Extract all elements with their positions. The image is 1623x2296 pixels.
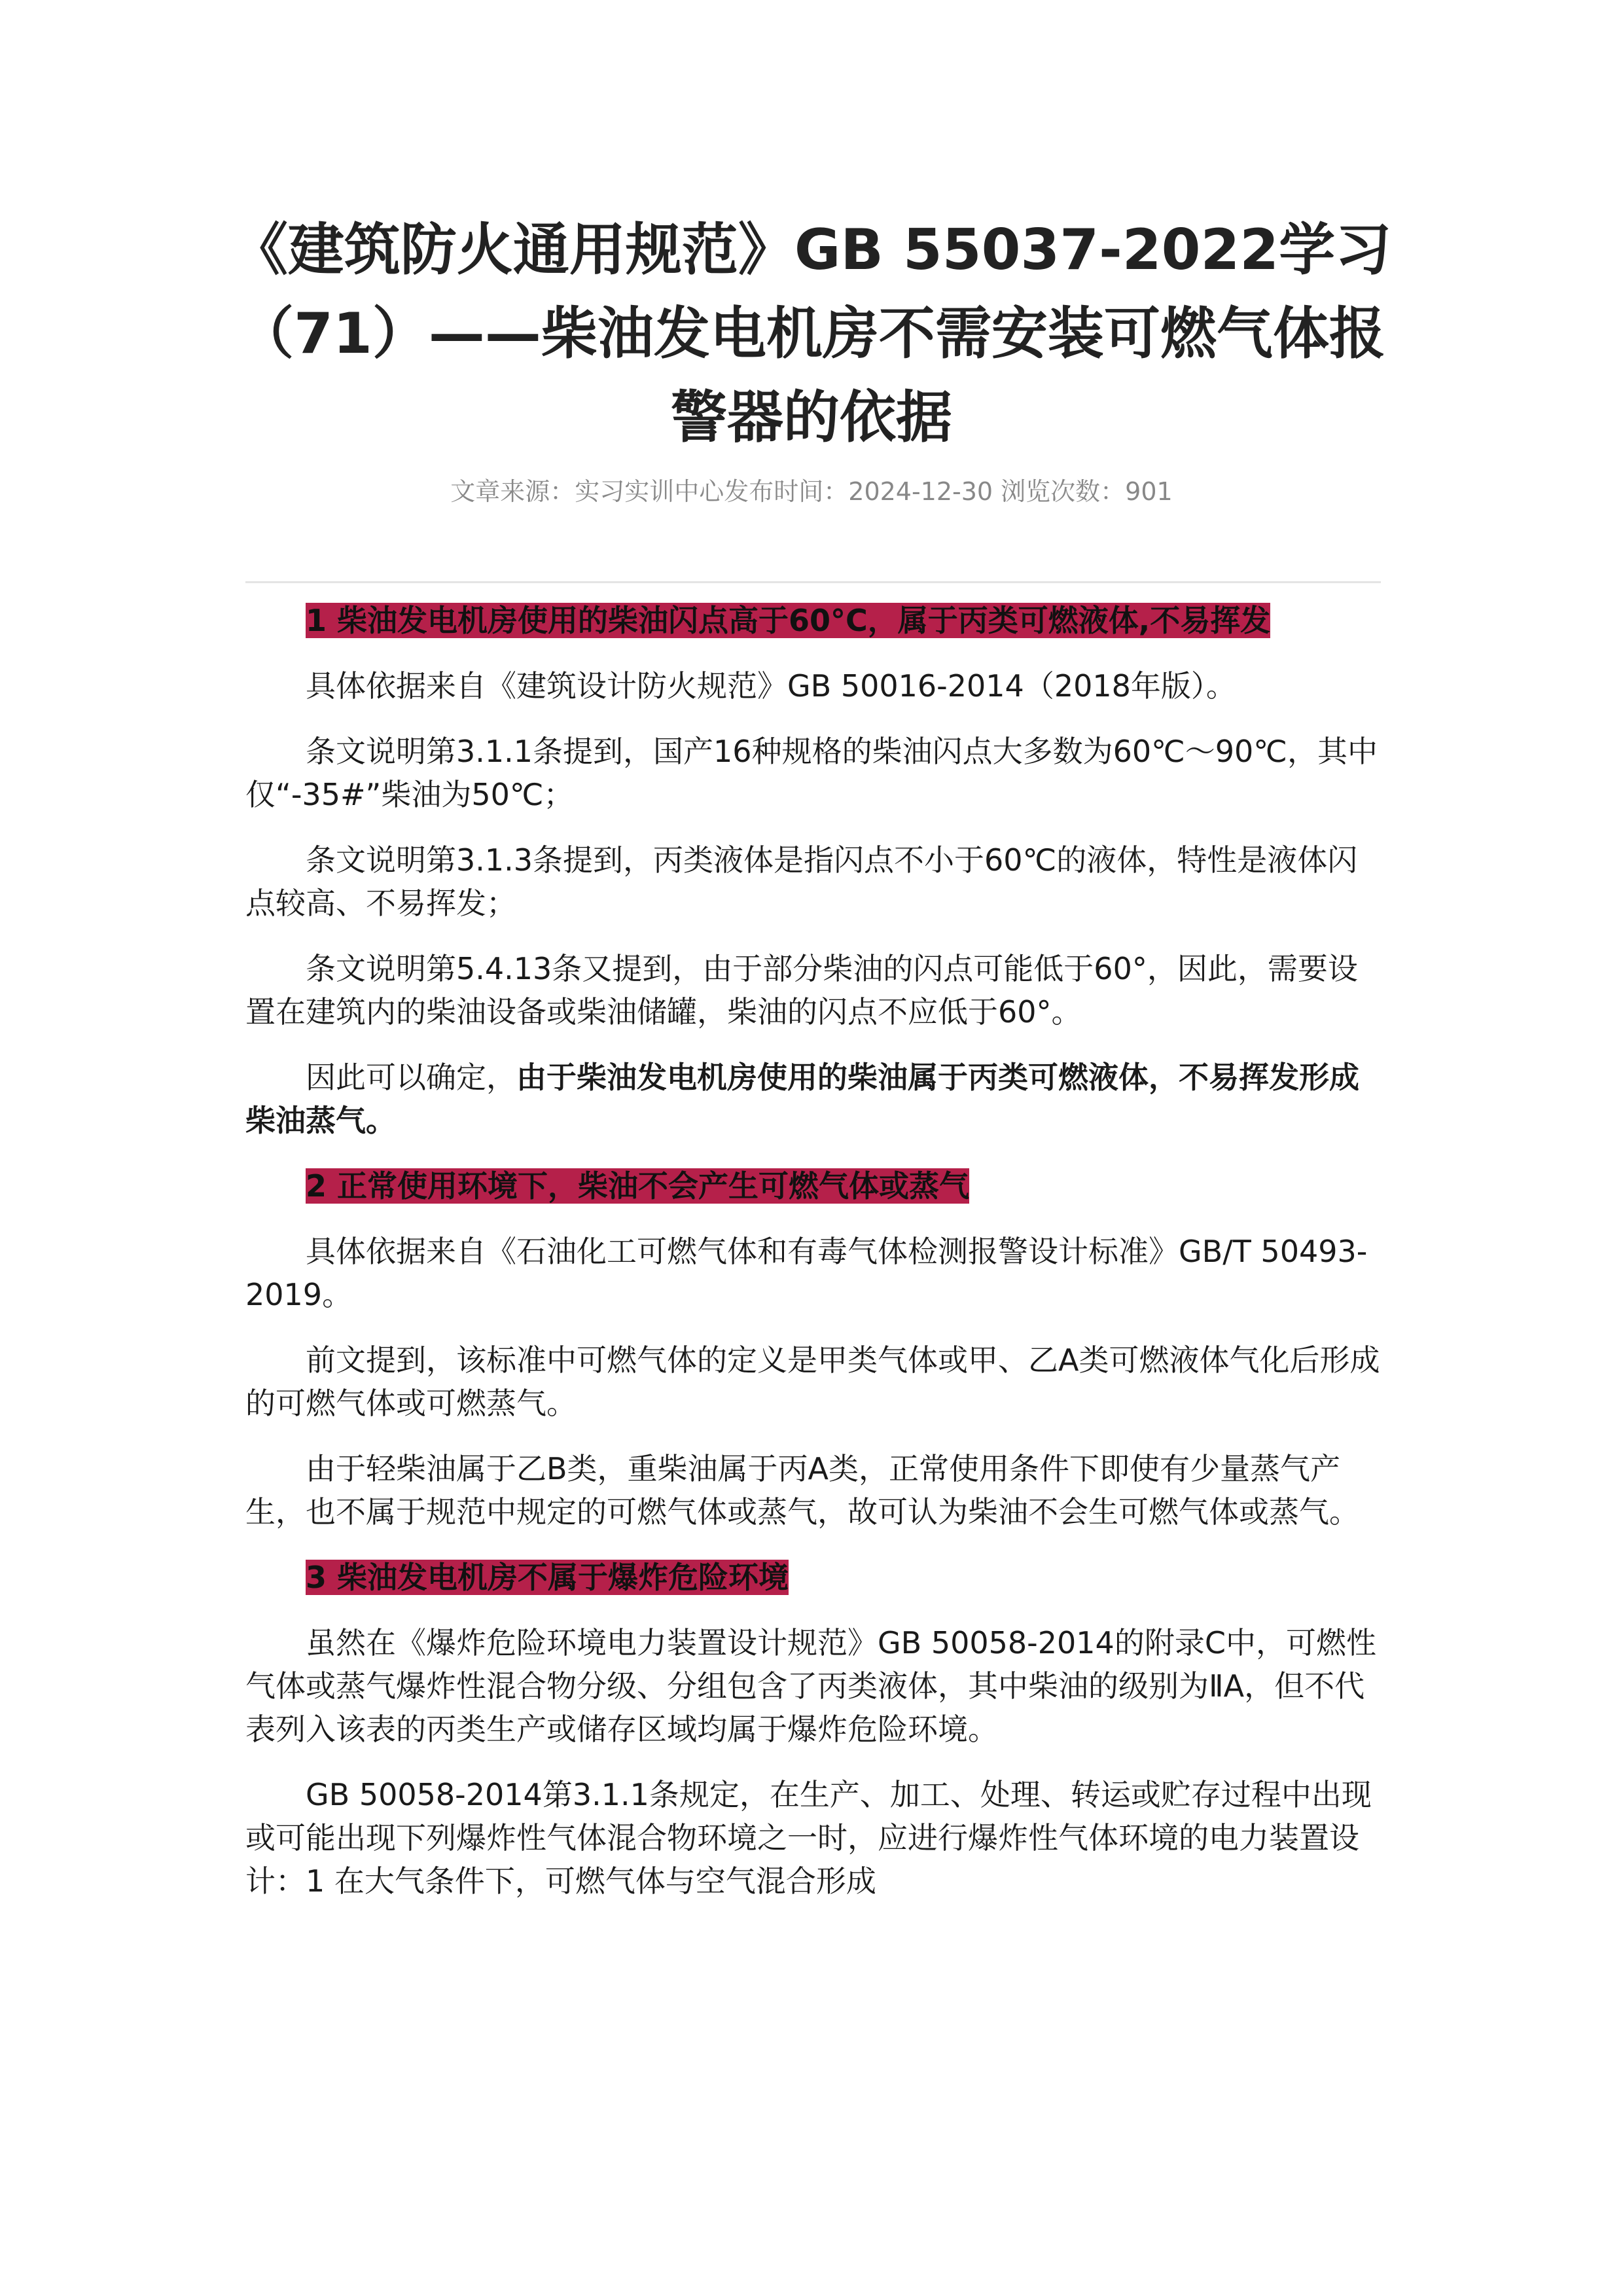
section-heading-1	[245, 599, 1381, 642]
paragraph: 前文提到，该标准中可燃气体的定义是甲类气体或甲、乙A类可燃液体气化后形成的可燃气体或可燃蒸气。	[245, 1342, 1380, 1421]
title-divider	[245, 581, 1381, 583]
article-title: 《建筑防火通用规范》GB 55037-2022学习（71）——柴油发电机房不需安装可燃气体报警器的依据	[231, 217, 1392, 450]
paragraph: 条文说明第5.4.13条又提到，由于部分柴油的闪点可能低于60°，因此，需要设置在建筑内的柴油设备或柴油储罐，柴油的闪点不应低于60°。	[245, 951, 1358, 1030]
conclusion-bold: 由于柴油发电机房使用的柴油属于丙类可燃液体，不易挥发形成柴油蒸气。	[245, 1060, 1359, 1138]
paragraph: 条文说明第3.1.3条提到，丙类液体是指闪点不小于60℃的液体，特性是液体闪点较高、不易挥发；	[245, 842, 1358, 921]
paragraph: 由于轻柴油属于乙B类，重柴油属于丙A类，正常使用条件下即使有少量蒸气产生，也不属于规范中规定的可燃气体或蒸气，故可认为柴油不会生可燃气体或蒸气。	[245, 1451, 1359, 1530]
paragraph: 虽然在《爆炸危险环境电力装置设计规范》GB 50058-2014的附录C中，可燃性气体或蒸气爆炸性混合物分级、分组包含了丙类液体，其中柴油的级别为ⅡA，但不代表列入该表的丙类生产或储存区域均属于爆炸危险环境。	[245, 1625, 1376, 1747]
section-heading-3-text: 3 柴油发电机房不属于爆炸危险环境	[306, 1560, 789, 1595]
section-heading-3	[245, 1556, 1381, 1599]
conclusion-prefix: 因此可以确定，	[306, 1060, 516, 1095]
paragraph: GB 50058-2014第3.1.1条规定，在生产、加工、处理、转运或贮存过程中出现或可能出现下列爆炸性气体混合物环境之一时，应进行爆炸性气体环境的电力装置设计：1 在大气条件下，可燃气体与空气混合形成	[245, 1777, 1372, 1899]
article-meta: 文章来源：实习实训中心发布时间：2024-12-30 浏览次数：901	[450, 477, 1173, 506]
paragraph: 具体依据来自《石油化工可燃气体和有毒气体检测报警设计标准》GB/T 50493-2019。	[245, 1234, 1368, 1312]
paragraph: 条文说明第3.1.1条提到，国产16种规格的柴油闪点大多数为60℃～90℃，其中仅“-35#”柴油为50℃；	[245, 734, 1378, 812]
article-body	[245, 599, 1381, 1925]
section-heading-2	[245, 1164, 1381, 1208]
conclusion-paragraph	[245, 1056, 1381, 1142]
section-heading-2-text: 2 正常使用环境下，柴油不会产生可燃气体或蒸气	[306, 1168, 970, 1204]
paragraph: 具体依据来自《建筑设计防火规范》GB 50016-2014（2018年版）。	[306, 668, 1236, 704]
section-heading-1-text: 1 柴油发电机房使用的柴油闪点高于60°C，属于丙类可燃液体,不易挥发	[306, 603, 1271, 638]
